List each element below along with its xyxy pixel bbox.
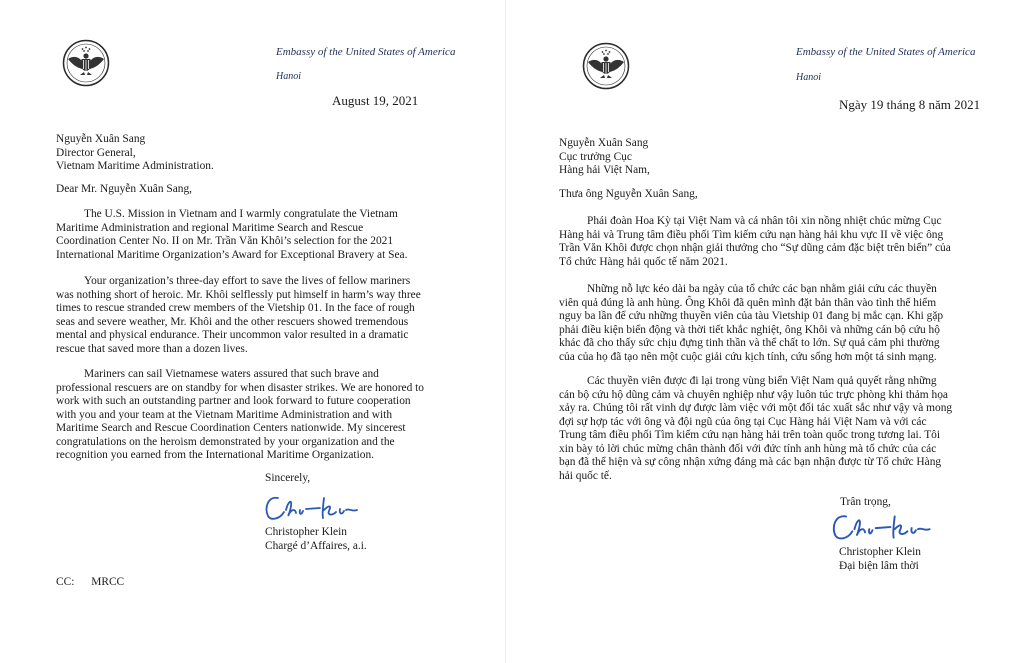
paragraph-line: recognition you earned from the International Maritime Organization.	[56, 449, 374, 461]
address-line: Cục trưởng Cục	[559, 150, 632, 163]
paragraph-line: The U.S. Mission in Vietnam and I warmly congratulate the Vietnam	[84, 208, 398, 220]
paragraph-line: xảy ra. Chúng tôi rất vinh dự được làm việc với một đối tác xuất sắc như vậy và mong	[559, 402, 953, 414]
paragraph-line: Maritime Administration and regional Maritime Search and Rescue	[56, 221, 364, 234]
paragraph-line: khác đã cho thấy sức chịu đựng tinh thần và thể chất to lớn. Sự quả cảm phi thường	[559, 337, 940, 349]
embassy-name: Embassy of the United States of America	[276, 46, 456, 58]
signature-block	[839, 546, 921, 573]
paragraph-line: của của họ đã tạo nên một cuộc giải cứu kịch tính, cứu sống hơn một tá sinh mạng.	[559, 350, 937, 363]
paragraph-line: Phái đoàn Hoa Kỳ tại Việt Nam và cá nhân tôi xin nồng nhiệt chúc mừng Cục	[587, 215, 942, 227]
paragraph-line: rescue that saved more than a dozen lives.	[56, 342, 248, 355]
embassy-city: Hanoi	[796, 72, 821, 83]
salutation: Dear Mr. Nguyễn Xuân Sang,	[56, 183, 193, 195]
recipient-address	[56, 133, 214, 174]
paragraph-2	[56, 275, 421, 356]
closing: Sincerely,	[265, 472, 311, 484]
paragraph-3	[56, 368, 424, 463]
cc-line	[56, 576, 124, 590]
signer-title: Chargé d’Affaires, a.i.	[265, 539, 367, 552]
paragraph-1	[56, 208, 407, 262]
address-line: Nguyễn Xuân Sang	[559, 137, 649, 149]
signature-icon	[262, 490, 362, 524]
signer-title: Đại biện lâm thời	[839, 559, 919, 572]
paragraph-line: Mariners can sail Vietnamese waters assured that such brave and	[84, 368, 379, 380]
signature-block	[265, 526, 367, 553]
paragraph-line: cán bộ cứu hộ dũng cảm và chuyên nghiệp như vậy luôn túc trực phòng khi thảm họa	[559, 388, 948, 401]
cc-value: MRCC	[91, 576, 125, 588]
paragraph-line: viên quả đúng là anh hùng. Ông Khôi đã quên mình đặt bản thân vào tình thế hiểm	[559, 296, 937, 309]
paragraph-line: mental and physical endurance. Their uncommon valor resulted in a dramatic	[56, 329, 409, 341]
paragraph-line: times to rescue stranded crew members of the Vietship 01. In the face of rough	[56, 302, 415, 314]
paragraph-line: xin bày tỏ lời chúc mừng chân thành đối với đức tính anh hùng mà tổ chức của các	[559, 442, 937, 455]
paragraph-2	[559, 283, 943, 364]
paragraph-line: seas and severe weather, Mr. Khôi and the other rescuers showed tremendous	[56, 315, 409, 328]
paragraph-1	[559, 215, 951, 269]
address-line: Vietnam Maritime Administration.	[56, 160, 214, 172]
salutation: Thưa ông Nguyễn Xuân Sang,	[559, 188, 698, 200]
paragraph-line: work with such an outstanding partner and look forward to future cooperation	[56, 395, 411, 407]
paragraph-line: Maritime Search and Rescue Coordination Centers nationwide. My sincerest	[56, 422, 406, 434]
signature-icon	[828, 508, 936, 544]
embassy-name: Embassy of the United States of America	[796, 46, 976, 58]
paragraph-line: Trần Văn Khôi được chọn nhận giải thưởng cho “Sự dũng cảm đặc biệt trên biển” của	[559, 242, 951, 254]
cc-label: CC:	[56, 576, 75, 588]
paragraph-line: Các thuyền viên được đi lại trong vùng biển Việt Nam quả quyết rằng những	[587, 375, 937, 387]
paragraph-line: Coordination Center No. II on Mr. Trần Văn Khôi’s selection for the 2021	[56, 235, 394, 247]
recipient-address	[559, 137, 650, 178]
address-line: Hàng hải Việt Nam,	[559, 164, 650, 176]
paragraph-line: phải điều kiện biển động và thời tiết khắc nghiệt, ông Khôi và những cán bộ cứu hộ	[559, 323, 940, 336]
paragraph-line: Trung tâm điều phối Tìm kiếm cứu nạn hàng hải trên toàn quốc trong tương lai. Tôi	[559, 429, 941, 441]
paragraph-line: International Maritime Organization’s Award for Exceptional Bravery at Sea.	[56, 248, 408, 261]
paragraph-line: Your organization’s three-day effort to save the lives of fellow mariners	[84, 275, 411, 287]
paragraph-line: nguy ba lần để cứu những thuyền viên của tàu Vietship 01 đang bị mắc cạn. Khi gặp	[559, 310, 944, 322]
paragraph-line: professional rescuers are on standby for when disaster strikes. We are honored to	[56, 381, 425, 394]
letter-english	[0, 0, 504, 663]
letter-date: August 19, 2021	[332, 93, 419, 108]
paragraph-line: Hàng hải và Trung tâm điều phối Tìm kiếm cứu nạn hàng hải khu vực II về việc ông	[559, 228, 944, 241]
paragraph-line: Những nỗ lực kéo dài ba ngày của tổ chức các bạn nhằm giải cứu các thuyền	[587, 283, 937, 295]
paragraph-line: Tổ chức Hàng hải quốc tế năm 2021.	[559, 255, 728, 268]
paragraph-3	[559, 375, 952, 483]
paragraph-line: đợi sự hợp tác với ông và đội ngũ của ông tại Cục Hàng hải Việt Nam và với các	[559, 415, 927, 428]
address-line: Nguyễn Xuân Sang	[56, 133, 146, 145]
embassy-seal-icon	[582, 42, 630, 90]
closing: Trân trọng,	[840, 496, 891, 508]
letter-date: Ngày 19 tháng 8 năm 2021	[839, 97, 981, 112]
letter-vietnamese	[505, 0, 1009, 663]
signer-name: Christopher Klein	[265, 526, 347, 538]
paragraph-line: hải quốc tế.	[559, 469, 612, 482]
embassy-seal-icon	[62, 39, 110, 87]
address-line: Director General,	[56, 146, 136, 159]
paragraph-line: was nothing short of heroic. Mr. Khôi selflessly put himself in harm’s way three	[56, 288, 421, 301]
embassy-city: Hanoi	[276, 71, 301, 82]
paragraph-line: bạn đã thể hiện và sự công nhận xứng đáng mà các bạn nhận được từ Tổ chức Hàng	[559, 456, 942, 468]
paragraph-line: with you and your team at the Vietnam Maritime Administration and with	[56, 408, 393, 421]
signer-name: Christopher Klein	[839, 546, 921, 558]
paragraph-line: congratulations on the heroism demonstrated by your organization and the	[56, 435, 395, 448]
